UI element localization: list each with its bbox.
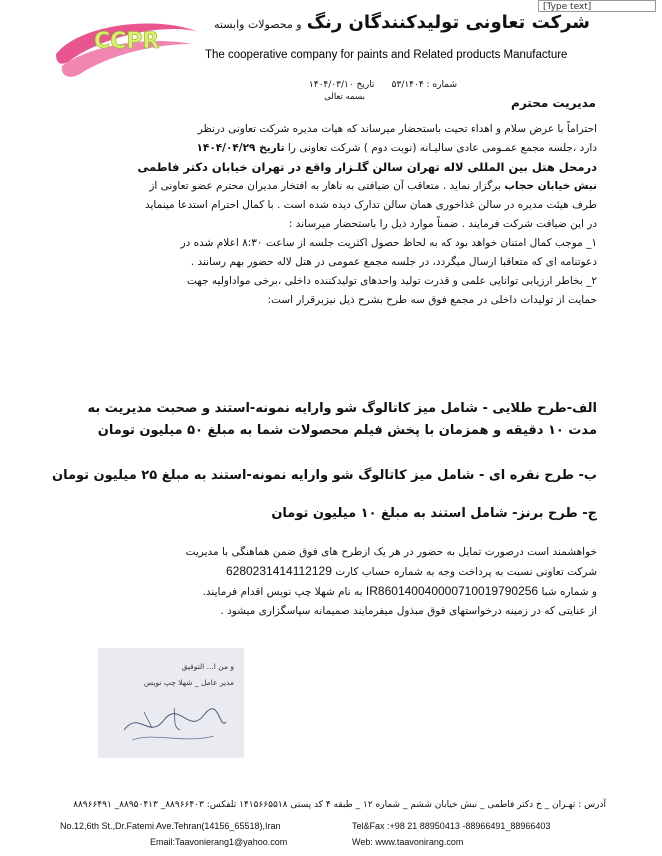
plan-bronze-line: ج- طرح برنز- شامل استند به مبلغ ۱۰ میلیون تومان bbox=[271, 506, 597, 521]
closing-line: خواهشمند است درصورت تمایل به حضور در هر یک ازطرح های فوق ضمن هماهنگی با مدیریت bbox=[185, 546, 597, 558]
body-line bbox=[92, 177, 597, 196]
meeting-date: تاریخ ۱۴۰۴/۰۴/۲۹ bbox=[196, 142, 285, 154]
company-name-fa-sub: و محصولات وابسته bbox=[213, 18, 302, 31]
number-label: شماره : bbox=[426, 80, 457, 90]
closing-text-part: و شماره شبا bbox=[541, 586, 597, 598]
body-line: احتراماً با عرض سلام و اهداء تحیت باستحضار میرساند که هیات مدیره شرکت تعاونی درنظر bbox=[197, 123, 597, 135]
body-text: برگزار نماید . متعاقب آن ضیافتی به ناهار به افتخار مدیران محترم عضو تعاونی از bbox=[149, 180, 501, 192]
signature-line-1: و من ا... التوفیق bbox=[181, 662, 234, 671]
item-1-line: دعوتنامه ای که متعاقبا ارسال میگردد، در جلسه مجمع عمومی در هتل لاله حضور بهم رسانند . bbox=[190, 256, 597, 268]
number-value: ۵۳/۱۴۰۴ bbox=[391, 80, 424, 90]
footer-address-fa: آدرس : تهـران _ خ دکتر فاطمی _ نبش خیابان ششم _ شماره ۱۲ _ طبقه ۴ کد پستی ۱۴۱۵۶۶۵۵۱۸ تلفکس: ۸۸۹۶۶۴۰۳_ ۸۸۹۵۰۴۱۳_ ۸۸۹۶۶۴۹۱ bbox=[73, 800, 606, 810]
plan-gold bbox=[87, 398, 597, 442]
company-name-en: The cooperative company for paints and Related products Manufacture bbox=[205, 49, 568, 61]
letter-meta bbox=[309, 80, 457, 90]
venue-street: نبش خیابان حجاب bbox=[504, 180, 597, 192]
footer-email[interactable]: Email:Taavonierang1@yahoo.com bbox=[150, 837, 288, 847]
body-line bbox=[92, 139, 597, 158]
salutation: مدیریت محترم bbox=[511, 96, 596, 110]
plan-gold-line: مدت ۱۰ دقیقه و همزمان با پخش فیلم محصولات شما به مبلغ ۵۰ میلیون تومان bbox=[97, 423, 597, 438]
footer-telfax: Tel&Fax :+98 21 88950413 -88966491_88966403 bbox=[352, 821, 551, 831]
item-2-line: ۲_ بخاطر ارزیابی توانایی علمی و قدرت تولید واحدهای تولیدکننده داخلی ،برخی مواداولیه جهت bbox=[186, 275, 597, 287]
signature-scribble bbox=[114, 700, 234, 750]
body-line: در این ضیافت شرکت فرمایند . ضمناً موارد ذیل را باستحضار میرساند : bbox=[288, 218, 597, 230]
body-text: دارد ،جلسه مجمع عمـومی عادی سالیـانه (نوبت دوم ) شرکت تعاونی را bbox=[287, 142, 597, 154]
card-number: 6280231414112129 bbox=[225, 564, 332, 578]
company-name-fa bbox=[214, 12, 590, 33]
footer-web[interactable]: Web: www.taavonirang.com bbox=[352, 837, 464, 847]
signature-line-2: مدیر عامل _ شهلا چپ نویس bbox=[143, 678, 234, 687]
letter-body bbox=[92, 120, 597, 310]
footer-address-en: No.12,6th St.,Dr.Fatemi Ave.Tehran(14156_65518),Iran bbox=[60, 821, 281, 831]
plan-bronze bbox=[92, 503, 597, 525]
plan-gold-line: الف-طرح طلایی - شامل میز کاتالوگ شو وارایه نمونه-استند و صحبت مدیریت به bbox=[87, 401, 597, 416]
plan-silver bbox=[51, 465, 597, 487]
closing-line bbox=[92, 562, 597, 582]
closing-text-part: شرکت تعاونی نسبت به پرداخت وجه به شماره حساب کارت bbox=[335, 566, 597, 578]
venue-line: درمحل هتل بین المللی لاله تهران سالن گلـزار واقع در تهران خیابان دکتر فاطمی bbox=[137, 160, 597, 174]
closing-line bbox=[92, 582, 597, 602]
item-1-line: ۱_ موجب کمال امتنان خواهد بود که به لحاظ حصول اکثریت جلسه از ساعت ۸:۳۰ اعلام شده در bbox=[180, 237, 597, 249]
company-name-fa-main: شرکت تعاونی تولیدکنندگان رنگ bbox=[306, 12, 590, 33]
closing-text bbox=[92, 543, 597, 621]
sheba-number: IR860140040000710019790256 bbox=[365, 584, 539, 598]
body-line: طرف هیئت مدیره در سالن غذاخوری همان سالن تدارک دیده شده است . با کمال احترام استدعا مینماید bbox=[144, 199, 597, 211]
plan-silver-line: ب- طرح نقره ای - شامل میز کاتالوگ شو وارایه نمونه-استند به مبلغ ۲۵ میلیون تومان bbox=[51, 468, 597, 483]
date-label: تاریخ bbox=[356, 80, 375, 90]
company-logo bbox=[52, 14, 202, 84]
date-value: ۱۴۰۴/۰۳/۱۰ bbox=[308, 80, 354, 90]
type-text-box: [Type text] bbox=[538, 0, 656, 12]
logo-text: CCPR bbox=[94, 29, 160, 54]
bismillah: بسمه تعالی bbox=[324, 92, 365, 102]
signature-stamp bbox=[98, 648, 244, 758]
closing-text-part: به نام شهلا چپ نویس اقدام فرمایند. bbox=[202, 586, 363, 598]
closing-line: از عنایتی که در زمینه درخواستهای فوق مبذول میفرمایند صمیمانه سپاسگزاری میشود . bbox=[220, 605, 597, 617]
item-2-line: حمایت از تولیدات داخلی در مجمع فوق سه طرح بشرح ذیل نیزبرقرار است: bbox=[267, 294, 597, 306]
